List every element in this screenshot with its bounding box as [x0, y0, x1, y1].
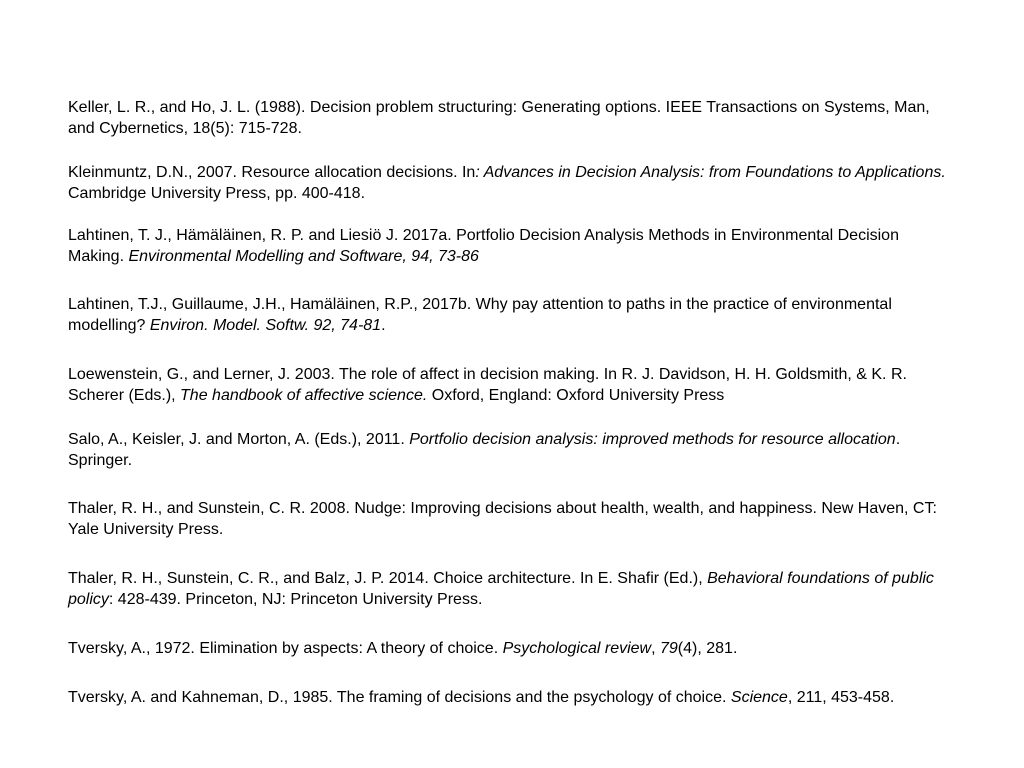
- reference-journal: Environ. Model. Softw. 92, 74-81: [149, 317, 382, 334]
- reference-text: Thaler, R. H., and Sunstein, C. R. 2008. Nudge: Improving decisions about health, wealth, and happiness. New Haven, CT: Yale University Press.: [68, 500, 937, 538]
- reference-journal: Environmental Modelling and Software, 94, 73-86: [128, 248, 479, 265]
- reference-text: Lahtinen, T.J., Guillaume, J.H., Hamäläinen, R.P., 2017b. Why pay attention to paths in the practice of environmental modelling?: [68, 296, 892, 334]
- reference-kleinmuntz-2007: [68, 162, 958, 204]
- reference-lahtinen-2017b: [68, 294, 958, 336]
- reference-thaler-2008: [68, 498, 958, 540]
- reference-text: Kleinmuntz, D.N., 2007. Resource allocation decisions. In: [68, 164, 476, 181]
- reference-text: Cambridge University Press, pp. 400-418.: [68, 185, 366, 202]
- reference-keller-1988: [68, 97, 958, 139]
- reference-text: Tversky, A. and Kahneman, D., 1985. The framing of decisions and the psychology of choice.: [68, 689, 731, 706]
- reference-title: Portfolio decision analysis: improved methods for resource allocation: [409, 431, 896, 448]
- reference-text: : 428-439. Princeton, NJ: Princeton University Press.: [108, 591, 483, 608]
- reference-salo-2011: [68, 429, 958, 471]
- reference-list: [68, 97, 958, 708]
- reference-journal: Psychological review: [502, 640, 652, 657]
- reference-title: The handbook of affective science.: [180, 387, 428, 404]
- reference-text: , 211, 453-458.: [787, 689, 895, 706]
- reference-text: Loewenstein, G., and Lerner, J. 2003. The role of affect in decision making. In R. J. Davidson, H. H. Goldsmith, & K. R. Scherer (Eds.),: [68, 366, 907, 404]
- reference-text: Keller, L. R., and Ho, J. L. (1988). Decision problem structuring: Generating options. IEEE Transactions on Systems, Man, and Cybernetics, 18(5): 715-728.: [68, 99, 930, 137]
- reference-text: .: [381, 317, 386, 334]
- reference-lahtinen-2017a: [68, 225, 958, 267]
- reference-volume: 79: [660, 640, 678, 657]
- reference-title: : Advances in Decision Analysis: from Foundations to Applications.: [475, 164, 946, 181]
- reference-text: . Springer.: [68, 431, 901, 469]
- reference-text: (4), 281.: [677, 640, 738, 657]
- reference-text: Oxford, England: Oxford University Press: [427, 387, 725, 404]
- reference-text: Lahtinen, T. J., Hämäläinen, R. P. and Liesiö J. 2017a. Portfolio Decision Analysis Methods in Environmental Decision Making.: [68, 227, 899, 265]
- reference-thaler-2014: [68, 568, 958, 610]
- reference-text: Salo, A., Keisler, J. and Morton, A. (Eds.), 2011.: [68, 431, 410, 448]
- reference-title: Behavioral foundations of public policy: [68, 570, 934, 608]
- reference-journal: Science: [730, 689, 788, 706]
- reference-text: ,: [651, 640, 660, 657]
- reference-tversky-kahneman-1985: [68, 687, 958, 708]
- reference-text: Tversky, A., 1972. Elimination by aspects: A theory of choice.: [68, 640, 503, 657]
- reference-loewenstein-2003: [68, 364, 958, 406]
- reference-tversky-1972: [68, 638, 958, 659]
- reference-text: Thaler, R. H., Sunstein, C. R., and Balz, J. P. 2014. Choice architecture. In E. Shafir (Ed.),: [68, 570, 708, 587]
